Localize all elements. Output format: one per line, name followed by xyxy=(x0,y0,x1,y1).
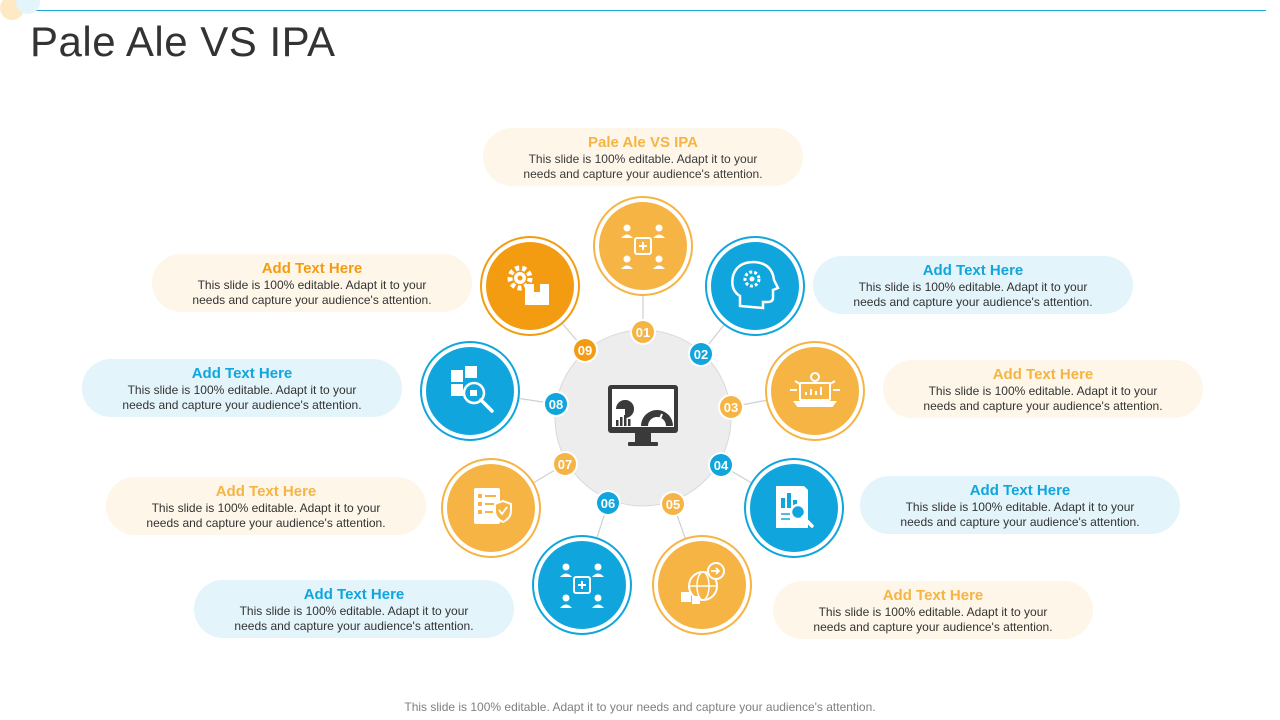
footer-note: This slide is 100% editable. Adapt it to your needs and capture your audience's attention. xyxy=(404,700,876,714)
badge-01 xyxy=(630,319,656,345)
step-05-text-line1: This slide is 100% editable. Adapt it to your xyxy=(818,605,1048,619)
step-02-node xyxy=(706,237,804,335)
step-05-text-line2: needs and capture your audience's attention. xyxy=(813,620,1053,634)
badge-09 xyxy=(572,337,598,363)
svg-text:06: 06 xyxy=(600,496,616,511)
badge-03 xyxy=(718,394,744,420)
step-07-title: Add Text Here xyxy=(215,483,317,500)
step-08-text-line2: needs and capture your audience's attention. xyxy=(122,398,362,412)
step-06-textbox xyxy=(194,580,514,638)
step-06-title: Add Text Here xyxy=(303,586,405,603)
step-04-node xyxy=(745,459,843,557)
step-05-textbox xyxy=(773,581,1093,639)
step-08-text-line1: This slide is 100% editable. Adapt it to your xyxy=(127,383,357,397)
badge-08 xyxy=(543,391,569,417)
step-03-text-line2: needs and capture your audience's attention. xyxy=(923,399,1163,413)
step-07-text-line2: needs and capture your audience's attention. xyxy=(146,516,386,530)
page-title: Pale Ale VS IPA xyxy=(30,18,336,65)
step-07-node xyxy=(442,459,540,557)
step-01-text-line2: needs and capture your audience's attention. xyxy=(523,167,763,181)
report-search-icon xyxy=(776,486,812,528)
step-03-node xyxy=(766,342,864,440)
step-08-title: Add Text Here xyxy=(191,365,293,382)
step-01-text-line1: This slide is 100% editable. Adapt it to your xyxy=(528,152,758,166)
step-02-textbox xyxy=(813,256,1133,314)
svg-text:03: 03 xyxy=(723,400,739,415)
step-03-title: Add Text Here xyxy=(992,366,1094,383)
step-01-title: Pale Ale VS IPA xyxy=(587,134,699,151)
badge-04 xyxy=(708,452,734,478)
step-02-text-line2: needs and capture your audience's attention. xyxy=(853,295,1093,309)
step-04-text-line1: This slide is 100% editable. Adapt it to your xyxy=(905,500,1135,514)
step-04-text-line2: needs and capture your audience's attention. xyxy=(900,515,1140,529)
svg-text:04: 04 xyxy=(713,458,729,473)
badge-05 xyxy=(660,491,686,517)
step-01-textbox xyxy=(483,128,803,186)
step-09-text-line2: needs and capture your audience's attention. xyxy=(192,293,432,307)
svg-text:07: 07 xyxy=(557,457,573,472)
badge-07 xyxy=(552,451,578,477)
step-06-text-line2: needs and capture your audience's attention. xyxy=(234,619,474,633)
svg-text:08: 08 xyxy=(548,397,564,412)
step-04-title: Add Text Here xyxy=(969,482,1071,499)
svg-text:09: 09 xyxy=(577,343,593,358)
step-03-text-line1: This slide is 100% editable. Adapt it to your xyxy=(928,384,1158,398)
step-02-title: Add Text Here xyxy=(922,262,1024,279)
step-01-node xyxy=(594,197,692,295)
step-09-text-line1: This slide is 100% editable. Adapt it to your xyxy=(197,278,427,292)
svg-text:05: 05 xyxy=(665,497,681,512)
badge-02 xyxy=(688,341,714,367)
step-04-textbox xyxy=(860,476,1180,534)
svg-text:01: 01 xyxy=(635,325,651,340)
step-05-node xyxy=(653,536,751,634)
step-03-textbox xyxy=(883,360,1203,418)
step-06-node xyxy=(533,536,631,634)
step-06-text-line1: This slide is 100% editable. Adapt it to your xyxy=(239,604,469,618)
step-07-text-line1: This slide is 100% editable. Adapt it to your xyxy=(151,501,381,515)
badge-06 xyxy=(595,490,621,516)
step-09-textbox xyxy=(152,254,472,312)
step-08-node xyxy=(421,342,519,440)
step-02-text-line1: This slide is 100% editable. Adapt it to your xyxy=(858,280,1088,294)
step-09-title: Add Text Here xyxy=(261,260,363,277)
step-07-textbox xyxy=(106,477,426,535)
svg-text:02: 02 xyxy=(693,347,709,362)
step-05-title: Add Text Here xyxy=(882,587,984,604)
step-08-textbox xyxy=(82,359,402,417)
step-09-node xyxy=(481,237,579,335)
